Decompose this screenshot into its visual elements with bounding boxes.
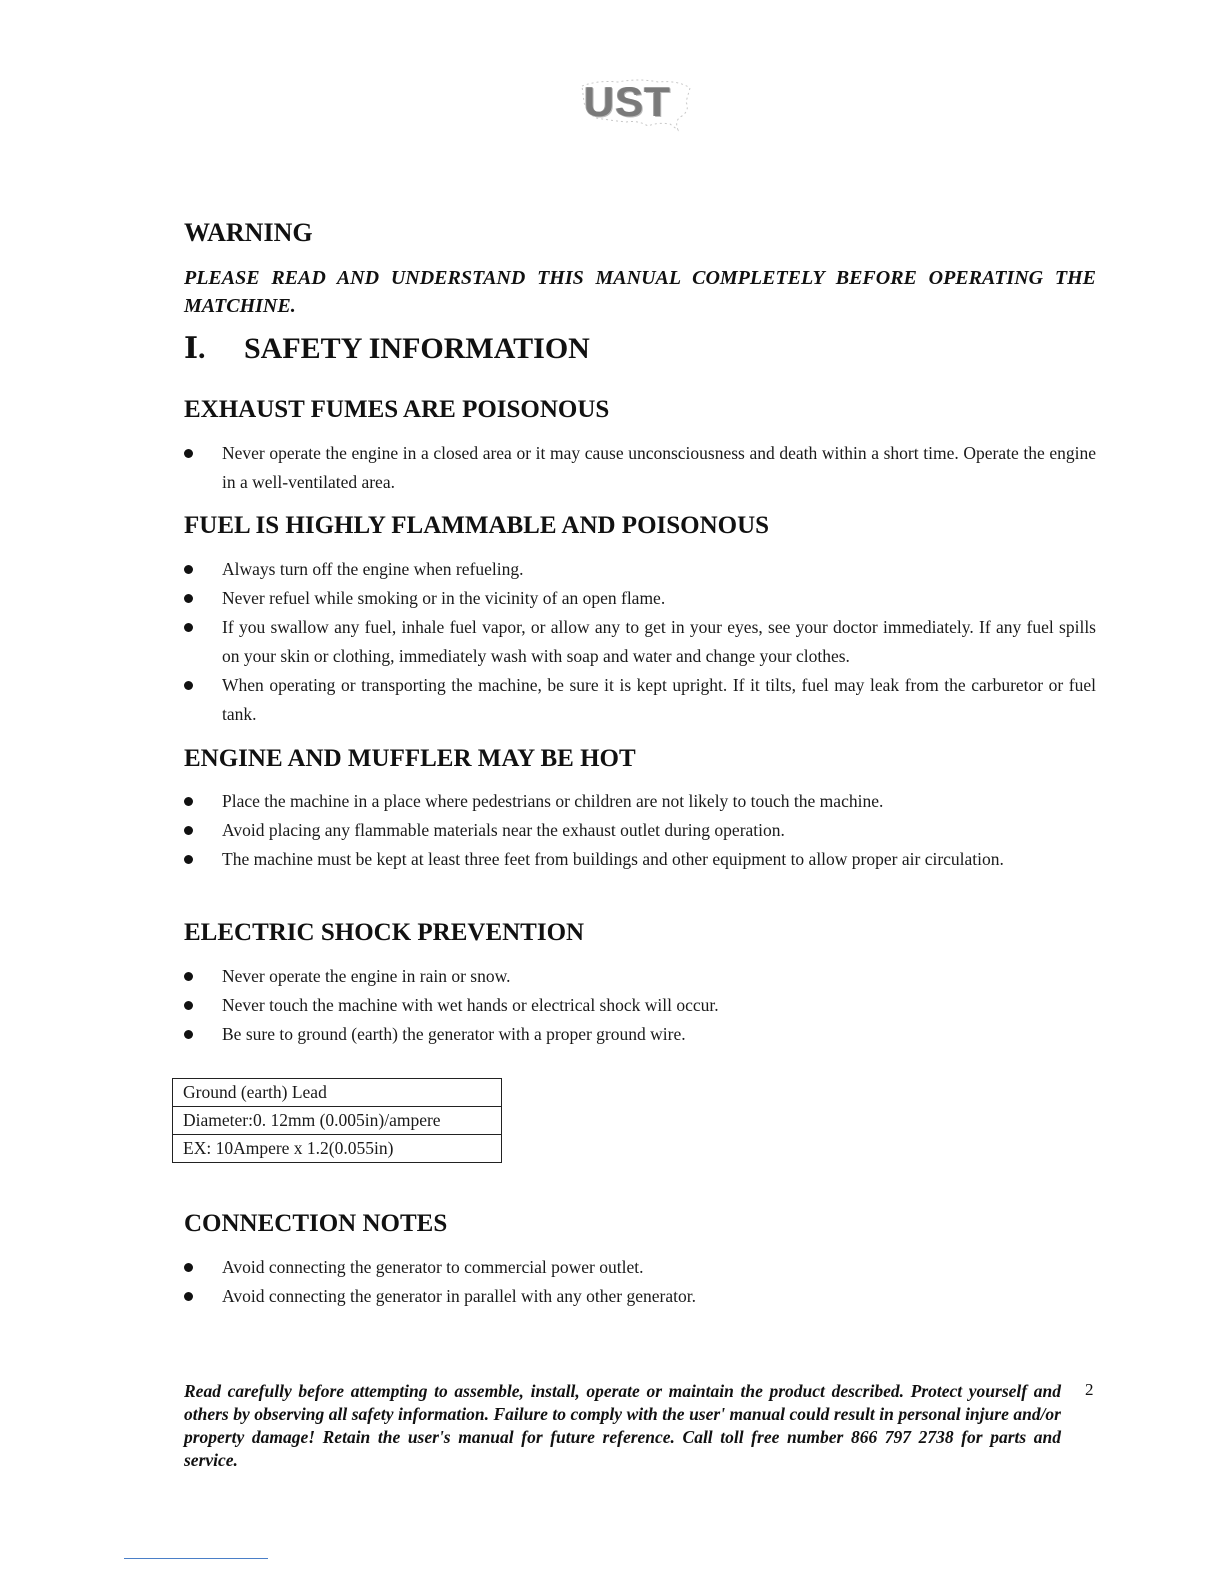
- ground-lead-table: [172, 1078, 502, 1163]
- bullet-icon: [184, 449, 193, 458]
- list-item: Place the machine in a place where pedestrians or children are not likely to touch the machine.: [184, 787, 1096, 816]
- bullet-icon: [184, 565, 193, 574]
- footer-notice: Read carefully before attempting to assemble, install, operate or maintain the product described. Protect yourself and others by observing all safety information. Failure to comply with the user' manual could result in personal injure and/or property damage! Retain the user's manual for future reference. Call toll free number 866 797 2738 for parts and service.: [184, 1381, 1061, 1470]
- bullet-icon: [184, 826, 193, 835]
- list-item: If you swallow any fuel, inhale fuel vapor, or allow any to get in your eyes, see your doctor immediately. If any fuel spills on your skin or clothing, immediately wash with soap and water and change your clothes.: [184, 613, 1096, 671]
- bullet-icon: [184, 1263, 193, 1272]
- warning-title: WARNING: [184, 218, 313, 247]
- bullet-icon: [184, 855, 193, 864]
- ust-logo: [578, 76, 696, 136]
- connection-list: [184, 1253, 1096, 1311]
- table-row: [173, 1079, 502, 1107]
- bullet-icon: [184, 594, 193, 603]
- fuel-list: [184, 555, 1096, 729]
- list-item: Be sure to ground (earth) the generator with a proper ground wire.: [184, 1020, 1096, 1049]
- electric-list: [184, 962, 1096, 1049]
- list-item: Avoid placing any flammable materials near the exhaust outlet during operation.: [184, 816, 1096, 845]
- table-cell: Ground (earth) Lead: [173, 1079, 502, 1107]
- table-cell: EX: 10Ampere x 1.2(0.055in): [173, 1135, 502, 1163]
- electric-heading: ELECTRIC SHOCK PREVENTION: [184, 919, 585, 946]
- bullet-icon: [184, 797, 193, 806]
- section-title-text: SAFETY INFORMATION: [244, 332, 590, 365]
- bullet-icon: [184, 681, 193, 690]
- bullet-icon: [184, 1030, 193, 1039]
- section-number: Ⅰ.: [184, 332, 206, 365]
- fuel-heading: FUEL IS HIGHLY FLAMMABLE AND POISONOUS: [184, 512, 770, 539]
- logo-text: UST: [584, 78, 671, 125]
- section-title: [184, 331, 590, 366]
- bullet-icon: [184, 623, 193, 632]
- list-item: The machine must be kept at least three feet from buildings and other equipment to allow proper air circulation.: [184, 845, 1096, 874]
- table-cell: Diameter:0. 12mm (0.005in)/ampere: [173, 1107, 502, 1135]
- list-item: Never touch the machine with wet hands or electrical shock will occur.: [184, 991, 1096, 1020]
- engine-heading: ENGINE AND MUFFLER MAY BE HOT: [184, 745, 636, 772]
- list-item: Avoid connecting the generator in parallel with any other generator.: [184, 1282, 1096, 1311]
- list-item: Never operate the engine in rain or snow.: [184, 962, 1096, 991]
- bullet-icon: [184, 1001, 193, 1010]
- bullet-icon: [184, 972, 193, 981]
- connection-heading: CONNECTION NOTES: [184, 1210, 448, 1237]
- exhaust-list: [184, 439, 1096, 497]
- list-item: When operating or transporting the machine, be sure it is kept upright. If it tilts, fuel may leak from the carburetor or fuel tank.: [184, 671, 1096, 729]
- table-row: [173, 1107, 502, 1135]
- engine-list: [184, 787, 1096, 874]
- footnote-divider: [124, 1558, 268, 1559]
- page-number: 2: [1085, 1380, 1094, 1399]
- exhaust-heading: EXHAUST FUMES ARE POISONOUS: [184, 396, 610, 423]
- table-row: [173, 1135, 502, 1163]
- bullet-icon: [184, 1292, 193, 1301]
- list-item: Never operate the engine in a closed area or it may cause unconsciousness and death within a short time. Operate the engine in a well-ventilated area.: [184, 439, 1096, 497]
- list-item: Never refuel while smoking or in the vicinity of an open flame.: [184, 584, 1096, 613]
- list-item: Avoid connecting the generator to commercial power outlet.: [184, 1253, 1096, 1282]
- warning-text: PLEASE READ AND UNDERSTAND THIS MANUAL COMPLETELY BEFORE OPERATING THE MATCHINE.: [184, 267, 1096, 317]
- list-item: Always turn off the engine when refueling.: [184, 555, 1096, 584]
